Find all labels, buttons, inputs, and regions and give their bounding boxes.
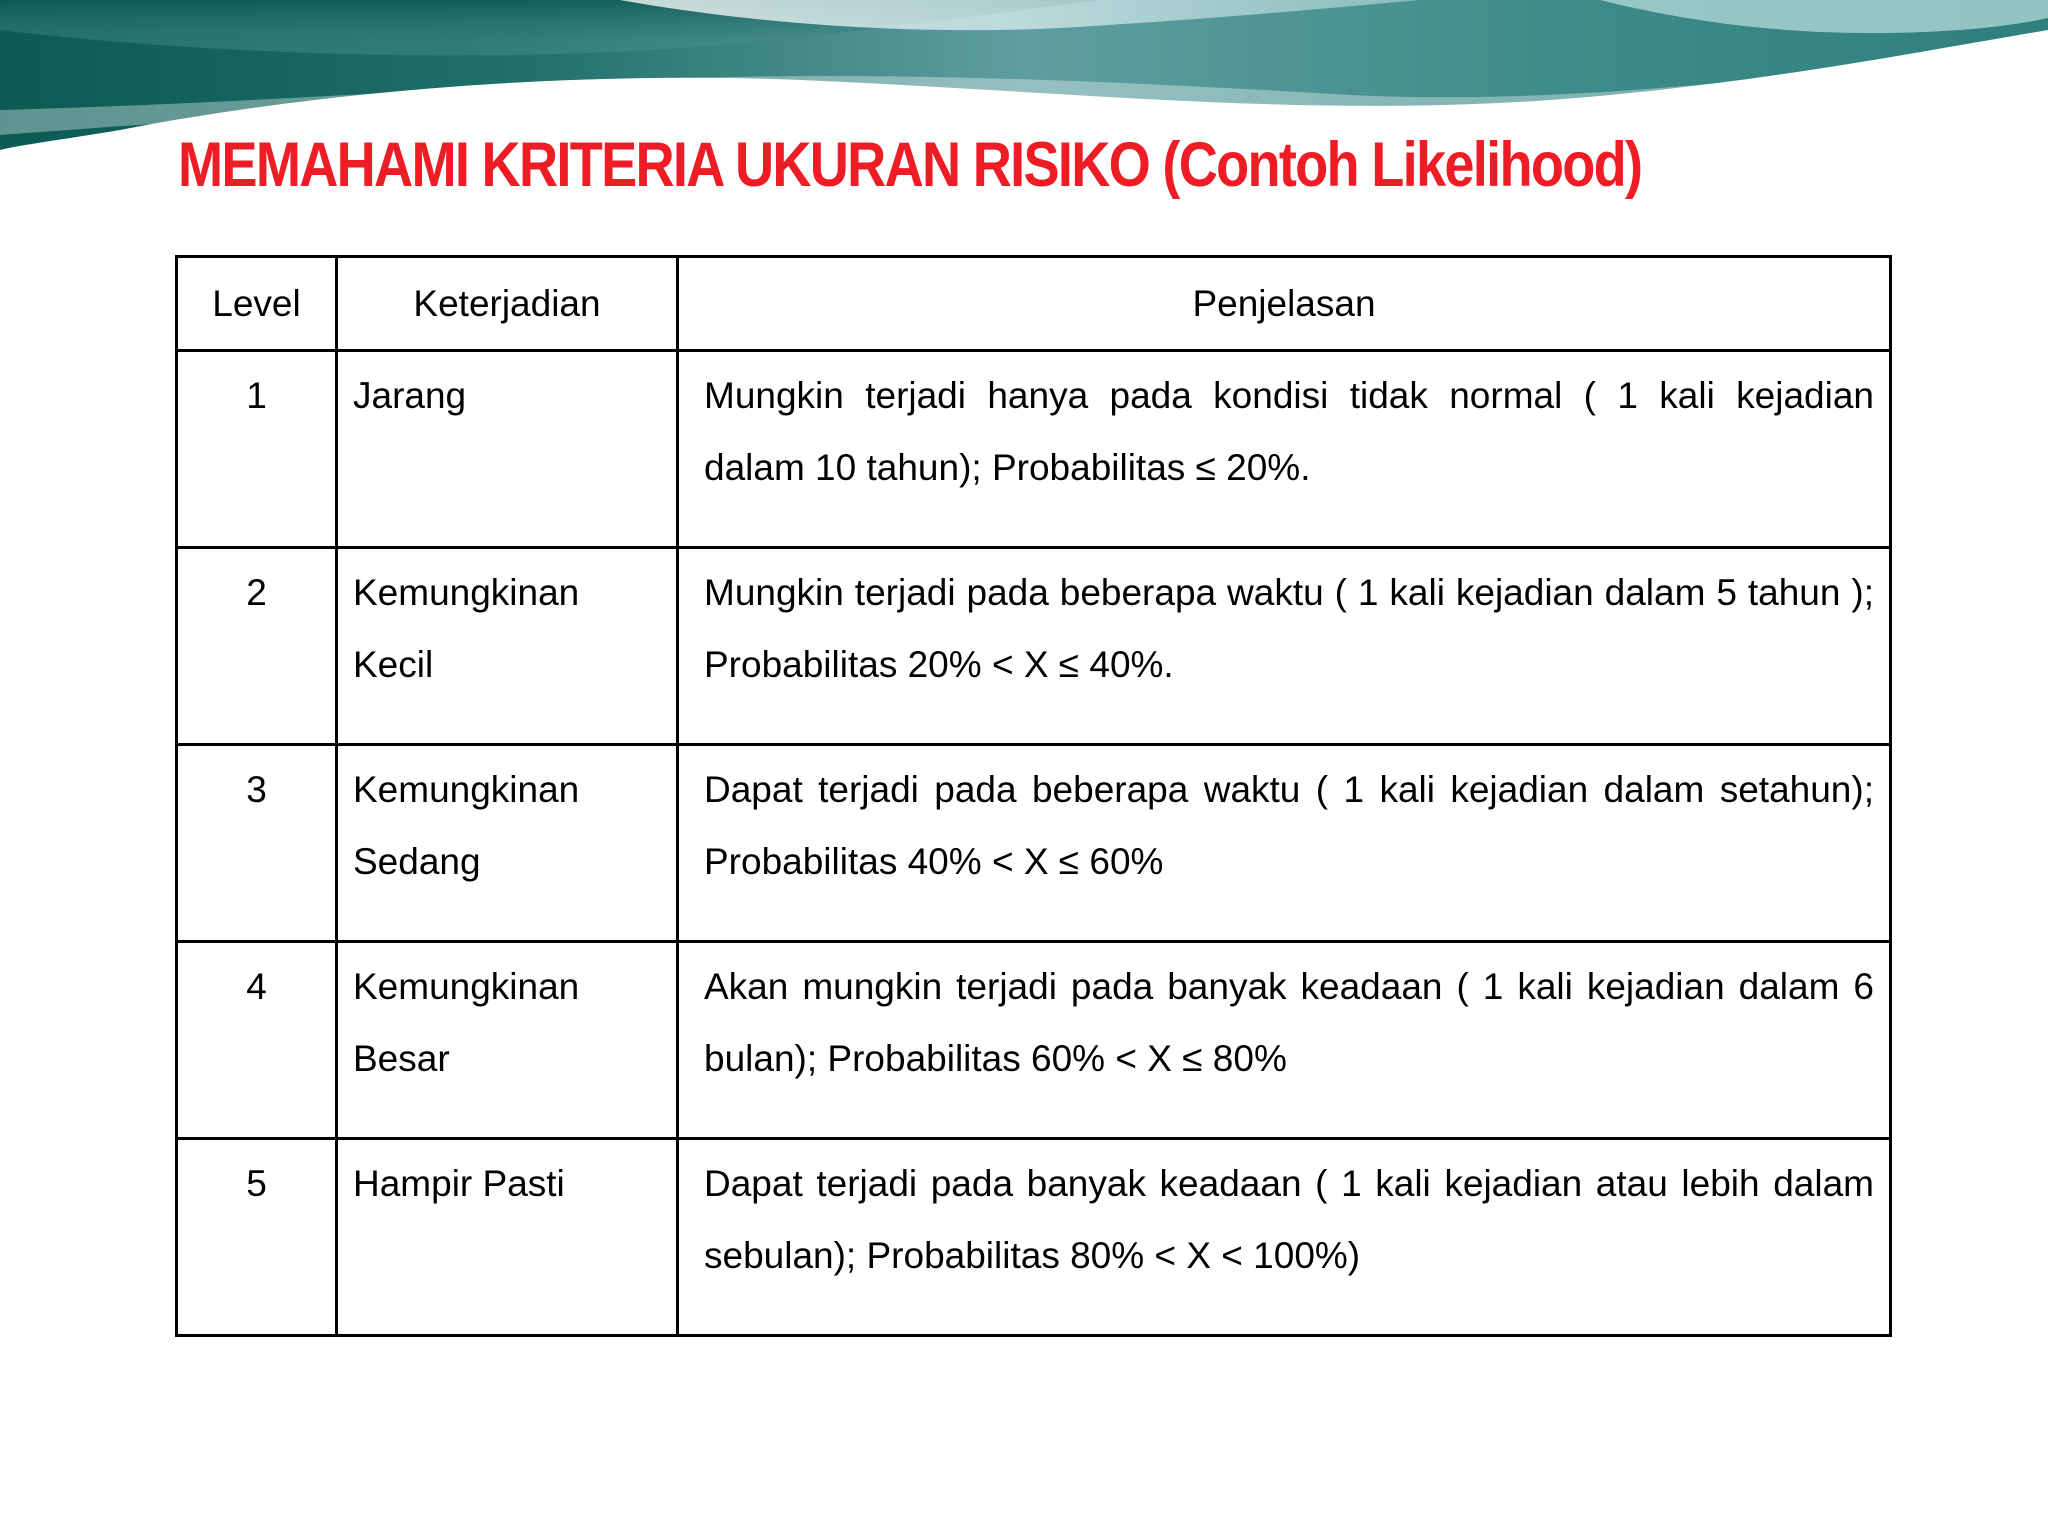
table-row (177, 745, 1891, 942)
cell-occurrence: Jarang (337, 351, 678, 548)
cell-description: Akan mungkin terjadi pada banyak keadaan ( 1 kali kejadian dalam 6 bulan); Probabilitas 60% < X ≤ 80% (678, 942, 1891, 1139)
table-row (177, 548, 1891, 745)
cell-level: 1 (177, 351, 337, 548)
header-occurrence: Keterjadian (337, 257, 678, 351)
table-row (177, 351, 1891, 548)
cell-occurrence: Hampir Pasti (337, 1139, 678, 1336)
slide-title: MEMAHAMI KRITERIA UKURAN RISIKO (Contoh Likelihood) (178, 130, 1642, 200)
cell-level: 3 (177, 745, 337, 942)
cell-description: Mungkin terjadi hanya pada kondisi tidak normal ( 1 kali kejadian dalam 10 tahun); Probabilitas ≤ 20%. (678, 351, 1891, 548)
header-level: Level (177, 257, 337, 351)
cell-level: 4 (177, 942, 337, 1139)
cell-description: Dapat terjadi pada beberapa waktu ( 1 kali kejadian dalam setahun); Probabilitas 40% < X ≤ 60% (678, 745, 1891, 942)
cell-level: 5 (177, 1139, 337, 1336)
cell-occurrence: Kemungkinan Besar (337, 942, 678, 1139)
likelihood-criteria-table (175, 255, 1892, 1337)
table-row (177, 942, 1891, 1139)
cell-description: Mungkin terjadi pada beberapa waktu ( 1 kali kejadian dalam 5 tahun ); Probabilitas 20% < X ≤ 40%. (678, 548, 1891, 745)
cell-description: Dapat terjadi pada banyak keadaan ( 1 kali kejadian atau lebih dalam sebulan); Probabilitas 80% < X < 100%) (678, 1139, 1891, 1336)
table-row (177, 1139, 1891, 1336)
cell-occurrence: Kemungkinan Sedang (337, 745, 678, 942)
cell-occurrence: Kemungkinan Kecil (337, 548, 678, 745)
header-description: Penjelasan (678, 257, 1891, 351)
cell-level: 2 (177, 548, 337, 745)
table-header-row (177, 257, 1891, 351)
